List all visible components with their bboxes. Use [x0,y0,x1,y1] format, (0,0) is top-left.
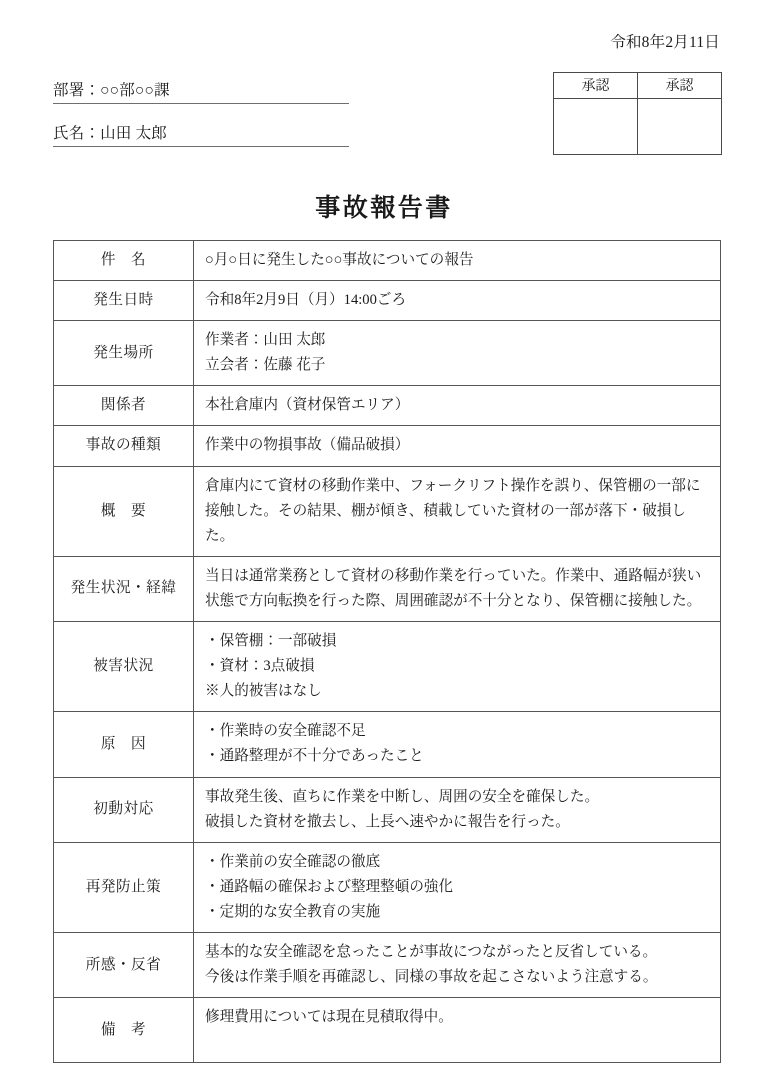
row-value-line: ・資材：3点破損 [205,658,315,675]
row-value-line: 当日は通常業務として資材の移動作業を行っていた。作業中、通路幅が狭い状態で方向転換を行った際、周囲確認が不十分となり、保管棚に接触した。 [205,567,702,609]
report-table-body [54,241,721,1063]
row-value[interactable] [194,998,721,1063]
row-label: 被害状況 [54,622,194,712]
table-row [54,321,721,386]
approval-label-2: 承認 [638,73,722,99]
row-label: 初動対応 [54,777,194,842]
row-value-line: 令和8年2月9日（月）14:00ごろ [205,292,407,309]
row-value[interactable] [194,426,721,466]
table-row [54,466,721,556]
row-label: 発生日時 [54,281,194,321]
row-value[interactable] [194,622,721,712]
row-value[interactable] [194,556,721,621]
row-value-line: ・通路整理が不十分であったこと [205,748,424,765]
table-row [54,712,721,777]
table-row [54,386,721,426]
row-value-line [205,1030,712,1055]
row-value-line: 立会者：佐藤 花子 [205,357,326,374]
table-row [54,556,721,621]
row-value-line: 修理費用については現在見積取得中。 [205,1009,453,1026]
row-value[interactable] [194,842,721,932]
row-value-line: ・定期的な安全教育の実施 [205,903,381,920]
row-label: 備 考 [54,998,194,1063]
approval-stamp-area-1[interactable] [554,99,638,155]
row-value-line: 今後は作業手順を再確認し、同様の事故を起こさないよう注意する。 [205,969,658,986]
approval-stamp-area-2[interactable] [638,99,722,155]
department-field[interactable]: 部署：○○部○○課 [53,78,349,104]
row-value-line: 本社倉庫内（資材保管エリア） [205,397,410,414]
approval-header-row [554,73,722,99]
approval-stamp-box [553,72,722,155]
row-value-line: ・作業前の安全確認の徹底 [205,853,381,870]
table-row [54,241,721,281]
row-label: 発生場所 [54,321,194,386]
row-value[interactable] [194,386,721,426]
row-value-line: ・保管棚：一部破損 [205,633,337,650]
row-label: 発生状況・経緯 [54,556,194,621]
row-value-line: 破損した資材を撤去し、上長へ速やかに報告を行った。 [205,813,570,830]
approval-stamp-row [554,99,722,155]
row-label: 再発防止策 [54,842,194,932]
row-value-line: 作業中の物損事故（備品破損） [205,437,410,454]
row-label: 原 因 [54,712,194,777]
table-row [54,426,721,466]
header-fields [53,78,349,147]
row-value[interactable] [194,932,721,997]
row-value[interactable] [194,241,721,281]
row-label: 概 要 [54,466,194,556]
row-value-line: ・通路幅の確保および整理整頓の強化 [205,878,454,895]
table-row [54,777,721,842]
row-value-line: ※人的被害はなし [205,683,322,700]
row-value[interactable] [194,281,721,321]
row-value-line: ・作業時の安全確認不足 [205,723,366,740]
approval-label-1: 承認 [554,73,638,99]
table-row [54,842,721,932]
table-row [54,281,721,321]
row-label: 事故の種類 [54,426,194,466]
document-date: 令和8年2月11日 [610,34,720,51]
accident-report-table [53,240,721,1063]
row-label: 件 名 [54,241,194,281]
row-value-line: 倉庫内にて資材の移動作業中、フォークリフト操作を誤り、保管棚の一部に接触した。その結果、棚が傾き、積載していた資材の一部が落下・破損した。 [205,477,701,544]
row-value-line: ○月○日に発生した○○事故についての報告 [205,252,474,268]
row-value[interactable] [194,712,721,777]
row-value-line: 作業者：山田 太郎 [205,332,326,349]
table-row [54,622,721,712]
row-value[interactable] [194,321,721,386]
name-field[interactable]: 氏名：山田 太郎 [53,121,349,147]
row-label: 関係者 [54,386,194,426]
row-label: 所感・反省 [54,932,194,997]
table-row [54,932,721,997]
row-value-line: 事故発生後、直ちに作業を中断し、周囲の安全を確保した。 [205,788,600,805]
row-value-line: 基本的な安全確認を怠ったことが事故につながったと反省している。 [205,943,658,960]
page-title: 事故報告書 [315,195,453,222]
table-row [54,998,721,1063]
row-value[interactable] [194,466,721,556]
row-value[interactable] [194,777,721,842]
